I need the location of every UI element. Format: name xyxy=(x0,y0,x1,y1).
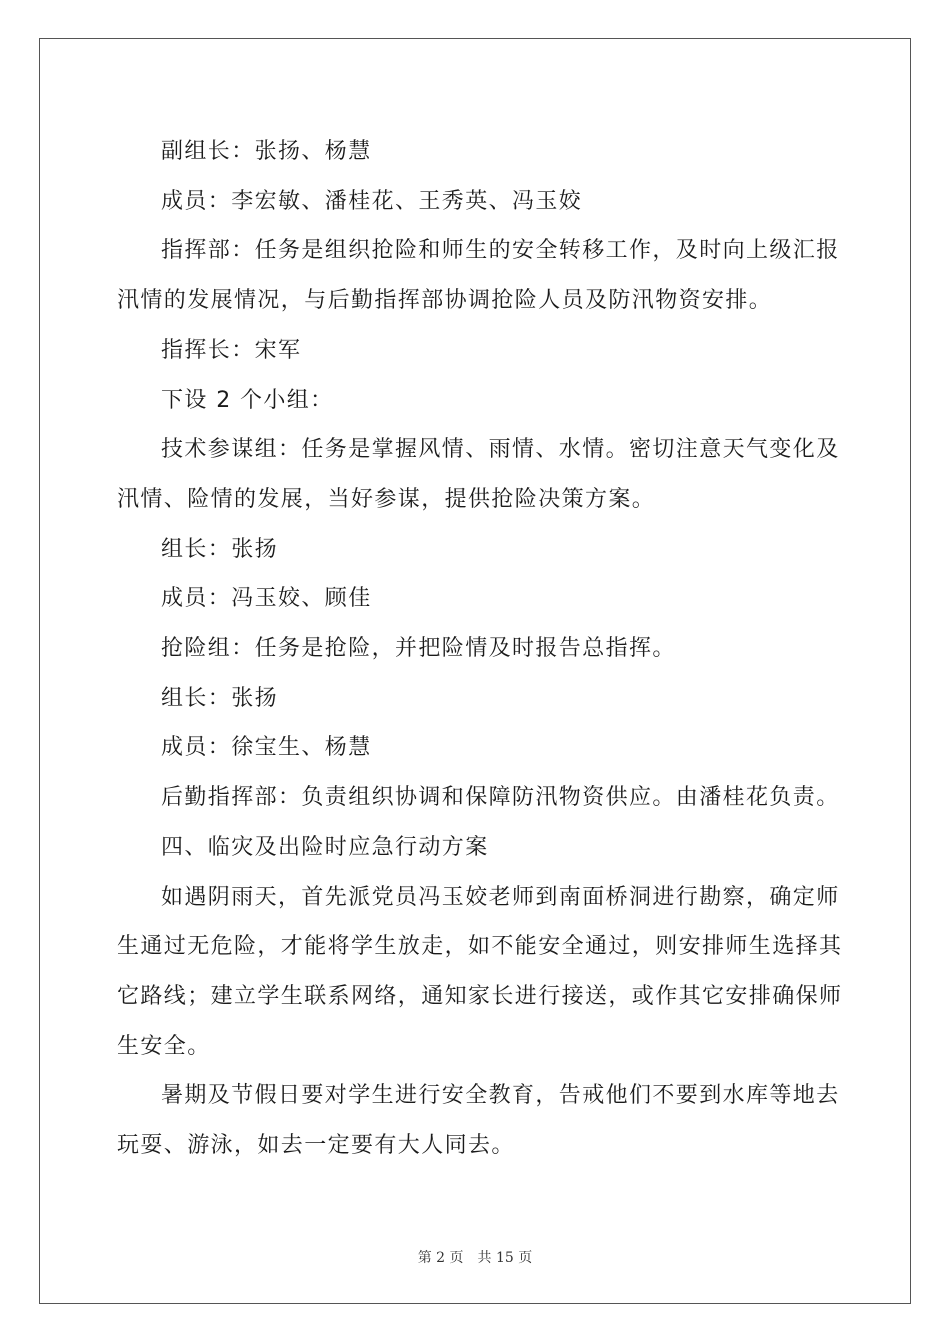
paragraph: 指挥部：任务是组织抢险和师生的安全转移工作，及时向上级汇报汛情的发展情况，与后勤指挥部协调抢险人员及防汛物资安排。 xyxy=(117,238,840,314)
paragraph: 成员：徐宝生、杨慧 xyxy=(161,735,372,761)
paragraph: 下设 2 个小组： xyxy=(161,387,334,413)
page-footer xyxy=(0,1247,950,1267)
paragraph: 如遇阴雨天，首先派党员冯玉姣老师到南面桥洞进行勘察，确定师生通过无危险，才能将学生放走，如不能安全通过，则安排师生选择其它路线；建立学生联系网络，通知家长进行接送，或作其它安排确保师生安全。 xyxy=(117,884,843,1059)
paragraph: 组长：张扬 xyxy=(161,685,279,711)
paragraph: 组长：张扬 xyxy=(161,536,279,562)
paragraph: 成员：李宏敏、潘桂花、王秀英、冯玉姣 xyxy=(161,188,583,214)
paragraph: 技术参谋组：任务是掌握风情、雨情、水情。密切注意天气变化及汛情、险情的发展，当好参谋，提供抢险决策方案。 xyxy=(117,437,840,512)
paragraph: 成员：冯玉姣、顾佳 xyxy=(161,586,372,612)
page-number: 第 2 页 xyxy=(417,1250,464,1266)
paragraph: 抢险组：任务是抢险，并把险情及时报告总指挥。 xyxy=(161,636,676,662)
document-body xyxy=(117,127,847,1171)
page-total: 共 15 页 xyxy=(477,1250,533,1266)
paragraph: 后勤指挥部：负责组织协调和保障防汛物资供应。由潘桂花负责。 xyxy=(161,785,840,811)
paragraph: 副组长：张扬、杨慧 xyxy=(161,139,372,164)
section-heading: 四、临灾及出险时应急行动方案 xyxy=(161,834,489,860)
paragraph: 指挥长：宋军 xyxy=(161,337,302,363)
paragraph: 暑期及节假日要对学生进行安全教育，告戒他们不要到水库等地去玩耍、游泳，如去一定要有大人同去。 xyxy=(117,1083,840,1159)
